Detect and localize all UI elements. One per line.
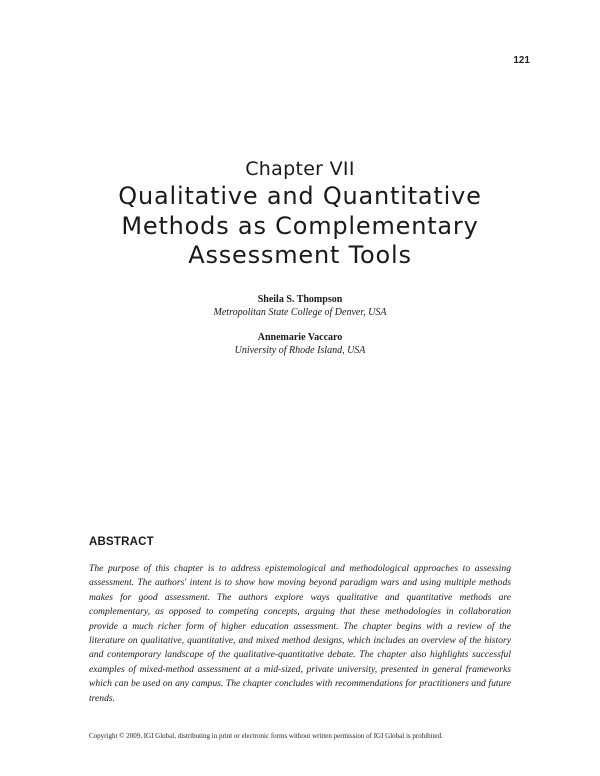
chapter-title-line: Qualitative and Quantitative [118, 182, 482, 210]
author-block [0, 293, 600, 319]
abstract-heading: ABSTRACT [89, 536, 154, 548]
author-block [0, 331, 600, 357]
author-name: Annemarie Vaccaro [257, 332, 343, 343]
author-affiliation: Metropolitan State College of Denver, USA [213, 307, 387, 318]
abstract-body: The purpose of this chapter is to address epistemological and methodological approaches to assessing assessment. The authors' intent is to show how moving beyond paradigm wars and using multiple methods makes for good assessment. The authors explore ways qualitative and quantitative methods are complementary, as opposed to competing concepts, arguing that these methodologies in collaboration provide a much richer form of higher education assessment. The chapter begins with a review of the literature on qualitative, quantitative, and mixed method designs, which includes an overview of the history and contemporary landscape of the qualitative-quantitative debate. The chapter also highlights successful examples of mixed-method assessment at a mid-sized, private university, presented in general frameworks which can be used on any campus. The chapter concludes with recommendations for practitioners and future trends. [89, 563, 511, 704]
chapter-title [0, 182, 600, 271]
author-affiliation: University of Rhode Island, USA [234, 345, 366, 356]
author-name: Sheila S. Thompson [257, 294, 343, 305]
chapter-label: Chapter VII [245, 158, 355, 180]
page-number: 121 [513, 55, 530, 66]
author-list [0, 293, 600, 357]
chapter-title-line: Methods as Complementary [121, 211, 479, 240]
chapter-header [0, 158, 600, 271]
copyright-notice: Copyright © 2009, IGI Global, distributing in print or electronic forms without written permission of IGI Global is prohibited. [89, 732, 443, 740]
chapter-title-line: Assessment Tools [188, 241, 412, 269]
